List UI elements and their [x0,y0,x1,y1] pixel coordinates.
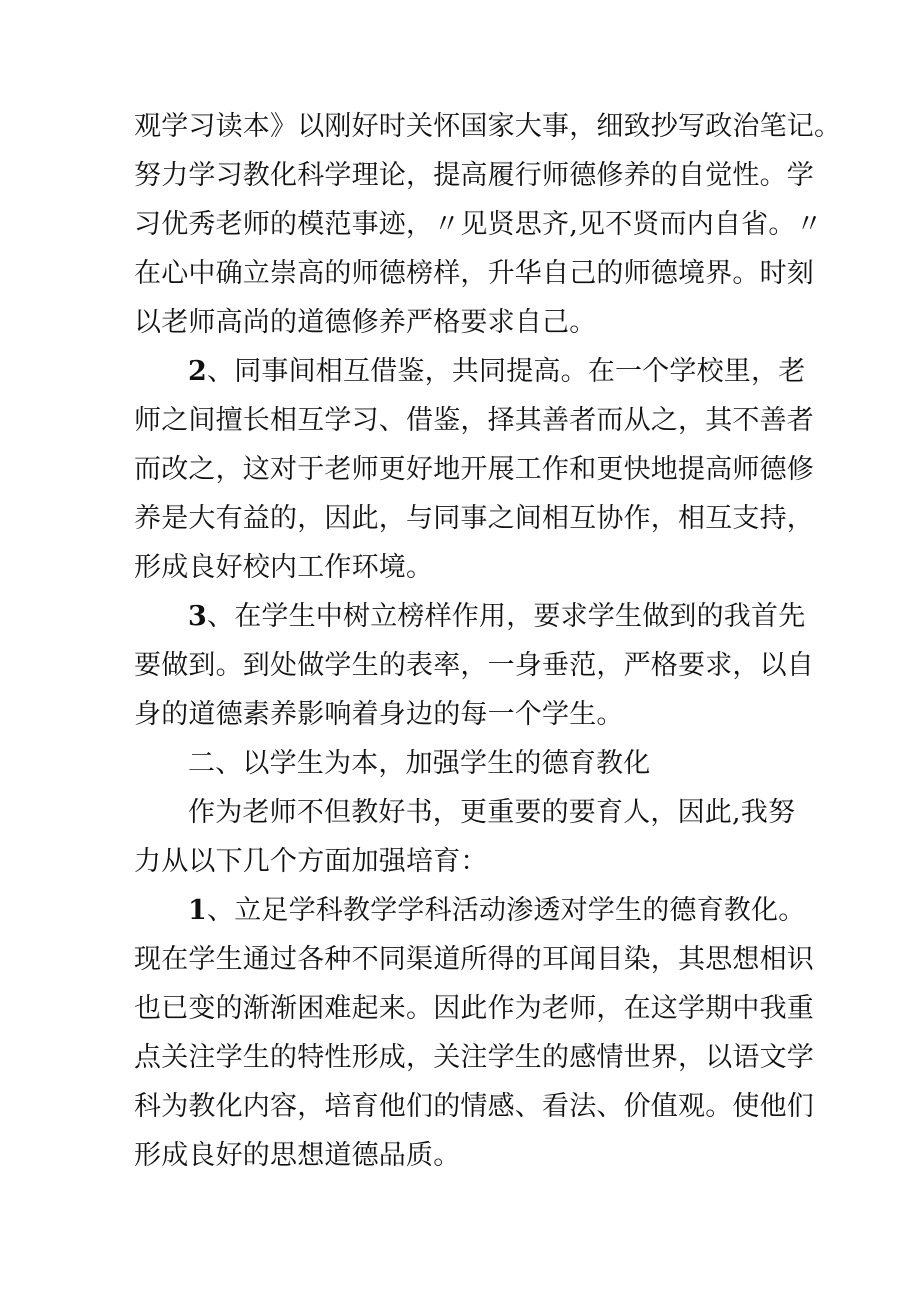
paragraph-3-first-line [188,598,848,636]
text-line: 也已变的渐渐困难起来。因此作为老师，在这学期中我重 [134,993,814,1024]
text-span: 、立足学科教学学科活动渗透对学生的德育教化。 [207,895,806,926]
text-line: 要做到。到处做学生的表率，一身垂范，严格要求，以自 [134,650,814,681]
text-line: 以老师高尚的道德修养严格要求自己。 [134,307,597,338]
text-line: 形成良好校内工作环境。 [134,552,434,583]
text-line: 在心中确立崇高的师德榜样，升华自己的师德境界。时刻 [134,258,814,289]
text-line: 形成良好的思想道德品质。 [134,1140,461,1171]
text-line: 习优秀老师的模范事迹，〃见贤思齐,见不贤而内自省。〃 [134,209,823,240]
text-line: 师之间擅长相互学习、借鉴，择其善者而从之，其不善者 [134,405,814,436]
item-number: 3 [188,601,207,632]
text-line: 养是大有益的，因此，与同事之间相互协作，相互支持， [134,503,814,534]
text-line: 而改之，这对于老师更好地开展工作和更快地提高师德修 [134,454,814,485]
text-line: 点关注学生的特性形成，关注学生的感情世界，以语文学 [134,1042,814,1073]
item-number: 2 [188,356,207,387]
item-number: 1 [188,895,207,926]
paragraph-1-first-line [188,892,848,930]
text-span: 、同事间相互借鉴，共同提高。在一个学校里，老 [207,356,806,387]
paragraph-2-first-line [188,353,848,391]
text-line: 力从以下几个方面加强培育： [134,846,488,877]
text-line: 身的道德素养影响着身边的每一个学生。 [134,699,624,730]
text-line: 科为教化内容，培育他们的情感、看法、价值观。使他们 [134,1091,814,1122]
text-line: 观学习读本》以刚好时关怀国家大事，细致抄写政治笔记。 [134,111,842,142]
text-line: 努力学习教化科学理论，提高履行师德修养的自觉性。学 [134,160,814,191]
text-span: 、在学生中树立榜样作用，要求学生做到的我首先 [207,601,806,632]
text-line: 作为老师不但教好书，更重要的要育人，因此,我努 [188,797,796,828]
section-heading: 二、以学生为本，加强学生的德育教化 [188,748,651,779]
text-line: 现在学生通过各种不同渠道所得的耳闻目染，其思想相识 [134,944,814,975]
